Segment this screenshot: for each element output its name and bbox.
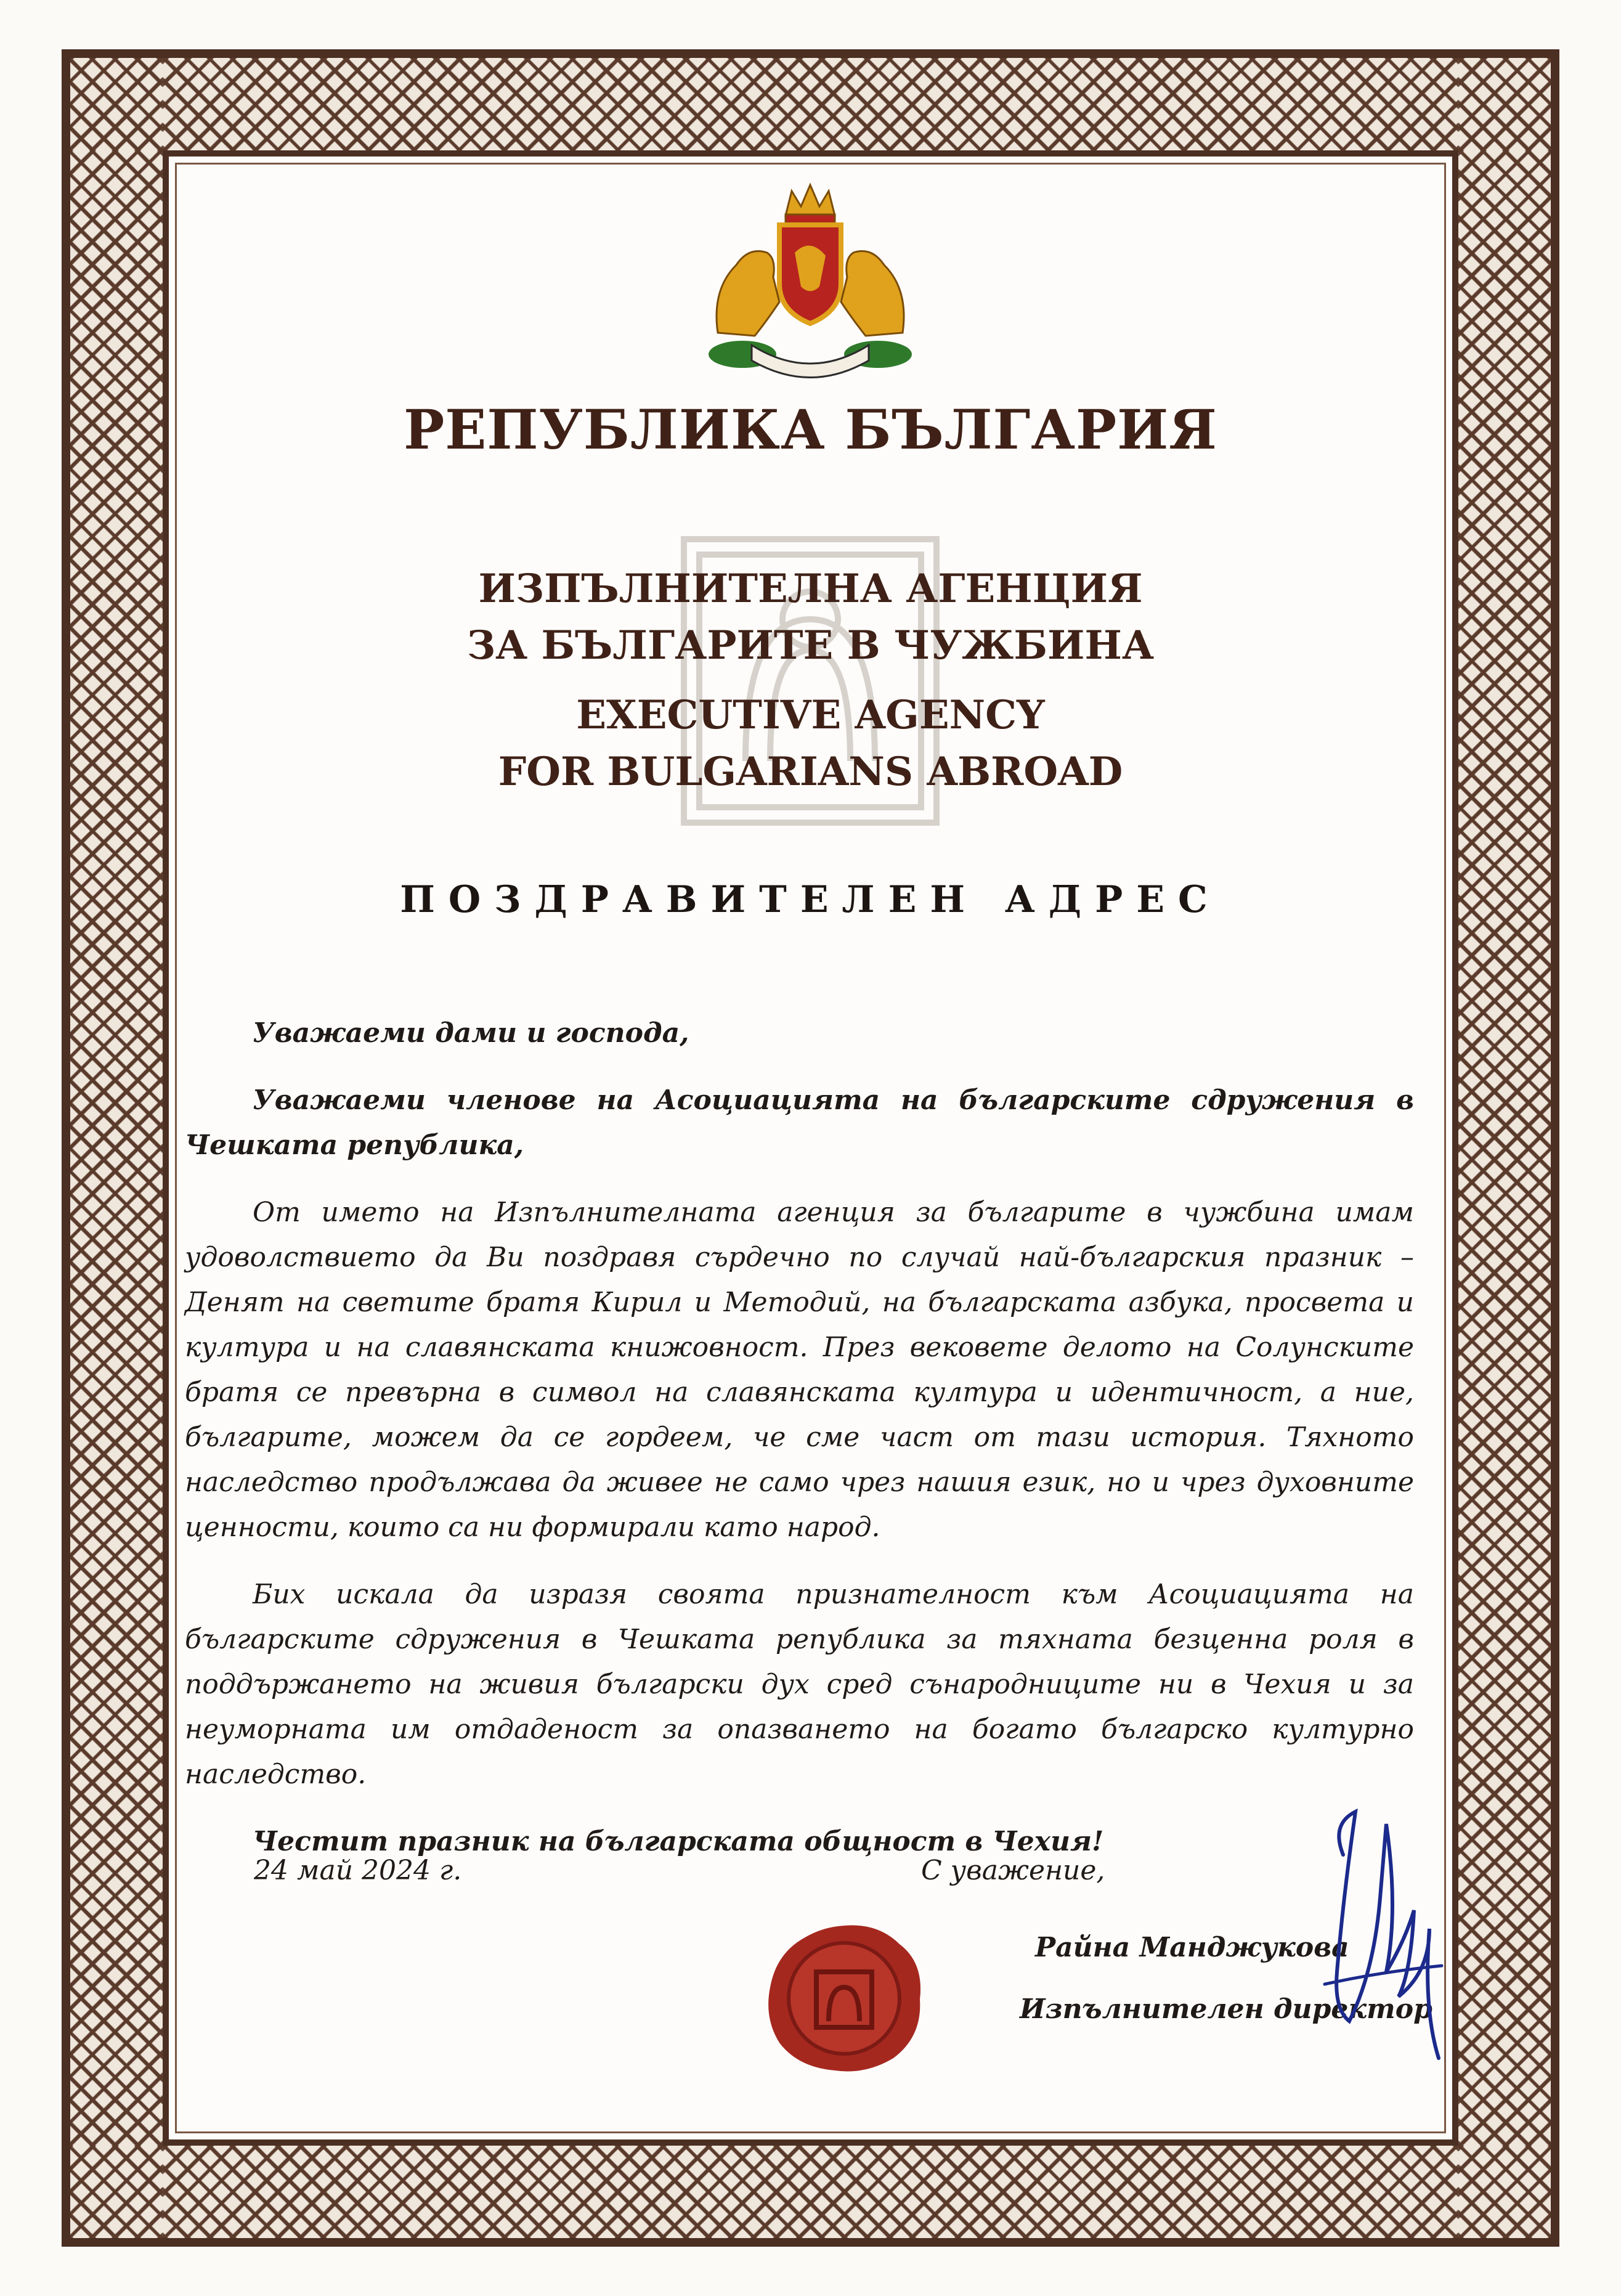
document-heading: ПОЗДРАВИТЕЛЕН АДРЕС (400, 878, 1221, 921)
agency-en-line-2: FOR BULGARIANS ABROAD (498, 749, 1123, 795)
signer-title: Изпълнителен директор (1020, 1993, 1432, 2025)
agency-name-en (185, 687, 1436, 800)
coat-of-arms-icon (693, 179, 927, 388)
signer-name: Райна Манджукова (1035, 1932, 1349, 1963)
greeting-line-1: Уважаеми дами и господа, (253, 1017, 689, 1049)
agency-name-bg (185, 561, 1436, 674)
handwritten-signature-icon (1306, 1787, 1454, 2064)
wax-seal-icon (761, 1919, 927, 2077)
regards-line: С уважение, (921, 1855, 1105, 1886)
body-paragraph-2: Бих искала да изразя своята признателност към Асоциацията на българските сдружения в Чешката република за тяхната безценна роля в поддържането на живия български дух сред сънародниците ни в Чехия и за неуморната им отдаденост за опазването на богато българско културно наследство. (185, 1579, 1414, 1790)
agency-en-line-1: EXECUTIVE AGENCY (576, 692, 1045, 738)
agency-bg-line-2: ЗА БЪЛГАРИТЕ В ЧУЖБИНА (466, 622, 1155, 669)
greeting-line-2: Уважаеми членове на Асоциацията на българските сдружения в Чешката република, (185, 1085, 1414, 1161)
agency-bg-line-1: ИЗПЪЛНИТЕЛНА АГЕНЦИЯ (478, 566, 1143, 612)
body-paragraph-1: От името на Изпълнителната агенция за българите в чужбина имам удоволствието да Ви поздравя сърдечно по случай най-българския празник – Денят на светите братя Кирил и Методий, на българската азбука, просвета и култура и на славянската книжовност. През вековете делото на Солунските братя се превърна в символ на славянската култура и идентичност, а ние, българите, можем да се гордеем, че сме част от тази история. Тяхното наследство продължава да живее не само чрез нашия език, но и чрез духовните ценности, които са ни формирали като народ. (185, 1197, 1414, 1543)
document-date: 24 май 2024 г. (254, 1855, 462, 1886)
country-title: РЕПУБЛИКА БЪЛГАРИЯ (404, 397, 1217, 462)
closing-line: Честит празник на българската общност в Чехия! (253, 1826, 1104, 1857)
letter-body (185, 1011, 1414, 1886)
